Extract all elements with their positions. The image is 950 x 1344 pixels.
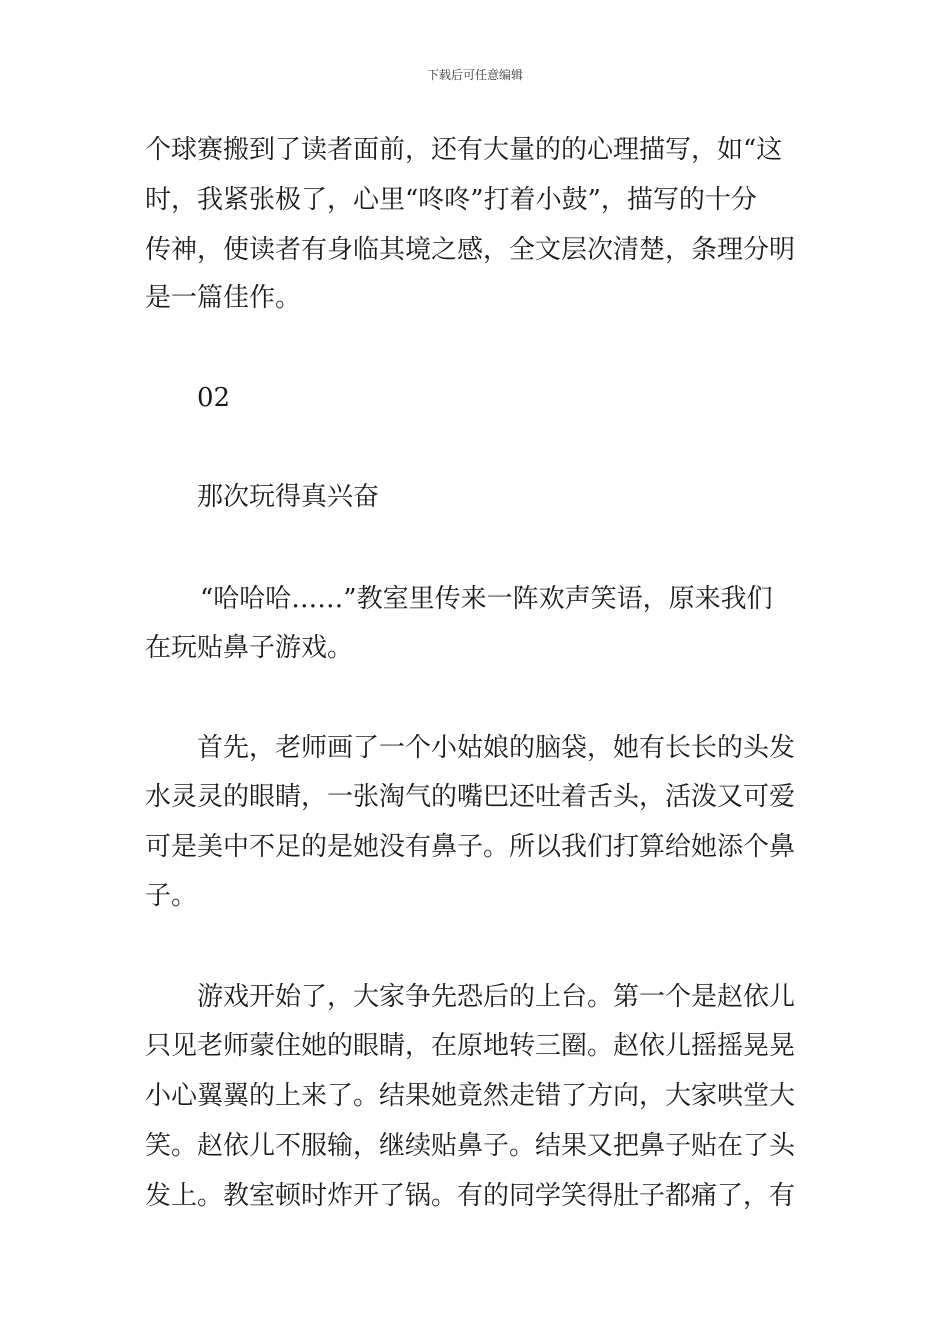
paragraph-line: 首先，老师画了一个小姑娘的脑袋，她有长长的头发 bbox=[197, 733, 796, 763]
paragraph-line: 小心翼翼的上来了。结果她竟然走错了方向，大家哄堂大 bbox=[145, 1081, 796, 1111]
paragraph-line: 水灵灵的眼睛，一张淘气的嘴巴还吐着舌头，活泼又可爱 bbox=[145, 782, 796, 812]
paragraph-line: 子。 bbox=[145, 881, 198, 911]
paragraph-line: 只见老师蒙住她的眼睛，在原地转三圈。赵依儿摇摇晃晃 bbox=[145, 1031, 796, 1061]
paragraph-line: 是一篇佳作。 bbox=[145, 283, 302, 313]
paragraph-line: 时，我紧张极了，心里“咚咚”打着小鼓”，描写的十分 bbox=[145, 185, 757, 215]
section-title: 那次玩得真兴奋 bbox=[197, 482, 380, 512]
paragraph-line: “哈哈哈……”教室里传来一阵欢声笑语，原来我们 bbox=[200, 584, 773, 614]
page-header: 下载后可任意编辑 bbox=[426, 68, 523, 82]
paragraph-line: 传神，使读者有身临其境之感，全文层次清楚，条理分明 bbox=[145, 235, 796, 265]
paragraph-line: 发上。教室顿时炸开了锅。有的同学笑得肚子都痛了，有 bbox=[145, 1181, 796, 1211]
paragraph-line: 在玩贴鼻子游戏。 bbox=[145, 633, 354, 663]
paragraph-line: 个球赛搬到了读者面前，还有大量的的心理描写，如“这 bbox=[145, 135, 783, 165]
paragraph-line: 可是美中不足的是她没有鼻子。所以我们打算给她添个鼻 bbox=[145, 832, 796, 862]
paragraph-line: 笑。赵依儿不服输，继续贴鼻子。结果又把鼻子贴在了头 bbox=[145, 1131, 796, 1161]
section-number: 02 bbox=[197, 383, 231, 413]
paragraph-line: 游戏开始了，大家争先恐后的上台。第一个是赵依儿 bbox=[197, 982, 796, 1012]
